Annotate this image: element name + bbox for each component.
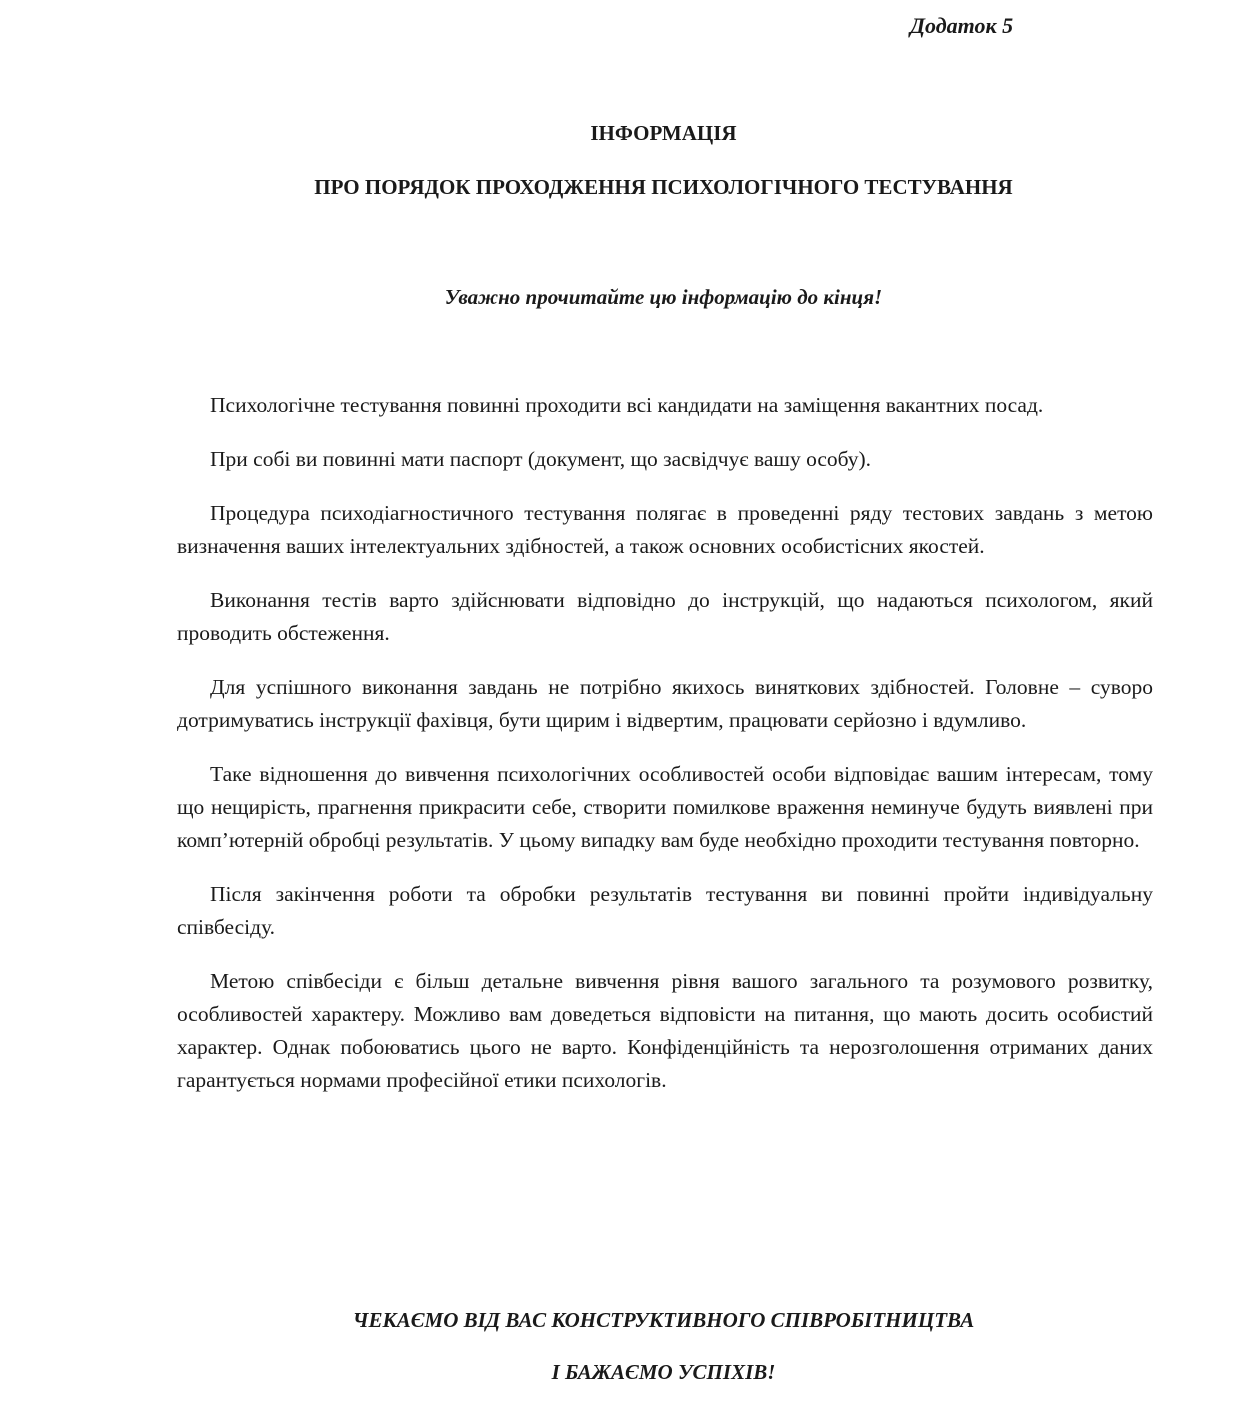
paragraph: При собі ви повинні мати паспорт (документ, що засвідчує вашу особу). bbox=[210, 447, 872, 471]
closing-line: ЧЕКАЄМО ВІД ВАС КОНСТРУКТИВНОГО СПІВРОБІТНИЦТВА bbox=[352, 1308, 975, 1332]
appendix-label: Додаток 5 bbox=[910, 13, 1014, 38]
paragraph: Процедура психодіагностичного тестування полягає в проведенні ряду тестових завдань з метою визначення ваших інтелектуальних здібностей, а також основних особистісних якостей. bbox=[177, 501, 1153, 558]
paragraph: Для успішного виконання завдань не потрібно якихось виняткових здібностей. Головне – суворо дотримуватись інструкції фахівця, бути щирим і відвертим, працювати серйозно і вдумливо. bbox=[177, 675, 1153, 732]
paragraph: Таке відношення до вивчення психологічних особливостей особи відповідає вашим інтересам, тому що нещирість, прагнення прикрасити себе, створити помилкове враження неминуче будуть виявлені при комп’ютерній обробці результатів. У цьому випадку вам буде необхідно проходити тестування повторно. bbox=[177, 762, 1153, 852]
page-title: ІНФОРМАЦІЯ bbox=[590, 121, 737, 145]
paragraph: Після закінчення роботи та обробки результатів тестування ви повинні пройти індивідуальну співбесіду. bbox=[177, 882, 1153, 939]
paragraph: Виконання тестів варто здійснювати відповідно до інструкцій, що надаються психологом, який проводить обстеження. bbox=[177, 588, 1153, 645]
document-body bbox=[177, 389, 1153, 1118]
reading-notice: Уважно прочитайте цю інформацію до кінця! bbox=[444, 285, 883, 309]
paragraph: Психологічне тестування повинні проходити всі кандидати на заміщення вакантних посад. bbox=[210, 393, 1044, 417]
paragraph: Метою співбесіди є більш детальне вивчення рівня вашого загального та розумового розвитку, особливостей характеру. Можливо вам доведеться відповісти на питання, що мають досить особистий характер. Однак побоюватись цього не варто. Конфіденційність та нерозголошення отриманих даних гарантується нормами професійної етики психологів. bbox=[177, 969, 1153, 1092]
closing-wish: І БАЖАЄМО УСПІХІВ! bbox=[551, 1360, 776, 1384]
page-subtitle-heading: ПРО ПОРЯДОК ПРОХОДЖЕННЯ ПСИХОЛОГІЧНОГО ТЕСТУВАННЯ bbox=[314, 175, 1013, 199]
